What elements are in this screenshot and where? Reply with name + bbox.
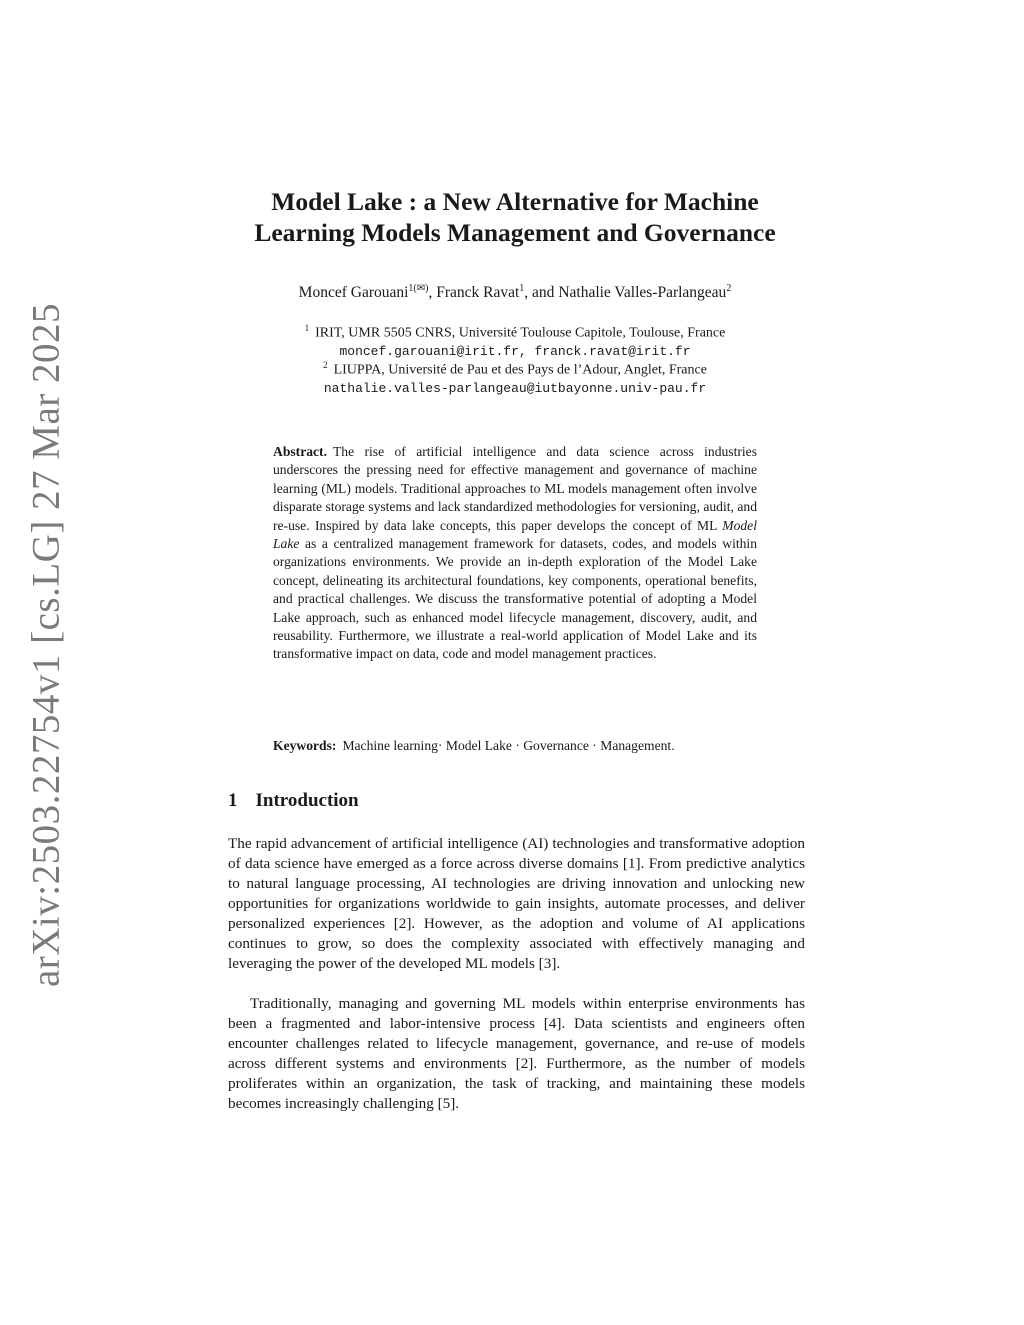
title-line-1: Model Lake : a New Alternative for Machine (271, 187, 759, 216)
arxiv-identifier: arXiv:2503.22754v1 [cs.LG] 27 Mar 2025 (24, 302, 68, 988)
paper-title (180, 186, 850, 248)
affiliation-1 (180, 319, 850, 361)
affiliation-line (180, 319, 850, 343)
author-separator: , (428, 284, 437, 302)
affiliation-number: 2 (323, 360, 328, 370)
author-separator: , and (524, 284, 559, 302)
affiliation-2 (180, 356, 850, 398)
abstract-text: The rise of artificial intelligence and data science across industries underscores the pressing need for effective management and governance of machine learning (ML) models. Traditional approaches to ML models management often involve disparate storage systems and lack standardized methodologies for versioning, audit, and re-use. Inspired by data lake concepts, this paper develops the concept of ML (273, 444, 757, 533)
affiliation-text: LIUPPA, Université de Pau et des Pays de l’Adour, Anglet, France (333, 362, 707, 378)
keywords-text: Machine learning· Model Lake · Governance · Management. (342, 738, 675, 753)
author-list (180, 283, 850, 302)
abstract-italic-term: Model Lake (273, 517, 757, 552)
author-affiliation-mark: 2 (726, 283, 732, 294)
author-name: Moncef Garouani (298, 284, 409, 302)
affiliation-text: IRIT, UMR 5505 CNRS, Université Toulouse Capitole, Toulouse, France (315, 325, 726, 341)
keywords (273, 737, 757, 755)
author-affiliation-mark: 1(✉) (408, 283, 429, 294)
keywords-label: Keywords: (273, 738, 337, 753)
author-name: Franck Ravat (436, 284, 520, 302)
affiliation-emails: nathalie.valles-parlangeau@iutbayonne.univ-pau.fr (323, 380, 707, 396)
affiliation-emails: moncef.garouani@irit.fr, franck.ravat@irit.fr (339, 343, 691, 359)
title-line-2: Learning Models Management and Governance (254, 218, 776, 247)
section-heading (228, 790, 359, 812)
affiliation-number: 1 (304, 323, 310, 333)
abstract (273, 443, 757, 664)
affiliation-line (180, 356, 850, 380)
body-paragraph: Traditionally, managing and governing ML models within enterprise environments has been a fragmented and labor-intensive process [4]. Data scientists and engineers often encounter challenges related to lifecycle management, governance, and re-use of models across different systems and environments [2]. Furthermore, as the number of models proliferates within an organization, the task of tracking, and maintaining these models becomes increasingly challenging [5]. (228, 995, 805, 1112)
abstract-text-continued: as a centralized management framework for datasets, codes, and models within organizations environments. We provide an in-depth exploration of the Model Lake concept, delineating its architectural foundations, key components, operational benefits, and practical challenges. We discuss the transformative potential of adopting a Model Lake approach, such as enhanced model lifecycle management, discovery, audit, and reusability. Furthermore, we illustrate a real-world application of Model Lake and its transformative impact on data, code and model management practices. (273, 536, 757, 662)
author-affiliation-mark: 1 (519, 283, 525, 294)
section-title: Introduction (255, 790, 359, 811)
section-number: 1 (228, 790, 238, 811)
abstract-label: Abstract. (273, 444, 327, 459)
body-paragraph: The rapid advancement of artificial intelligence (AI) technologies and transformative adoption of data science have emerged as a force across diverse domains [1]. From predictive analytics to natural language processing, AI technologies are driving innovation and unlocking new opportunities for organizations worldwide to gain insights, automate processes, and deliver personalized experiences [2]. However, as the adoption and volume of AI applications continues to grow, so does the complexity associated with effectively managing and leveraging the power of the developed ML models [3]. (228, 835, 805, 972)
author-name: Nathalie Valles-Parlangeau (558, 284, 727, 302)
